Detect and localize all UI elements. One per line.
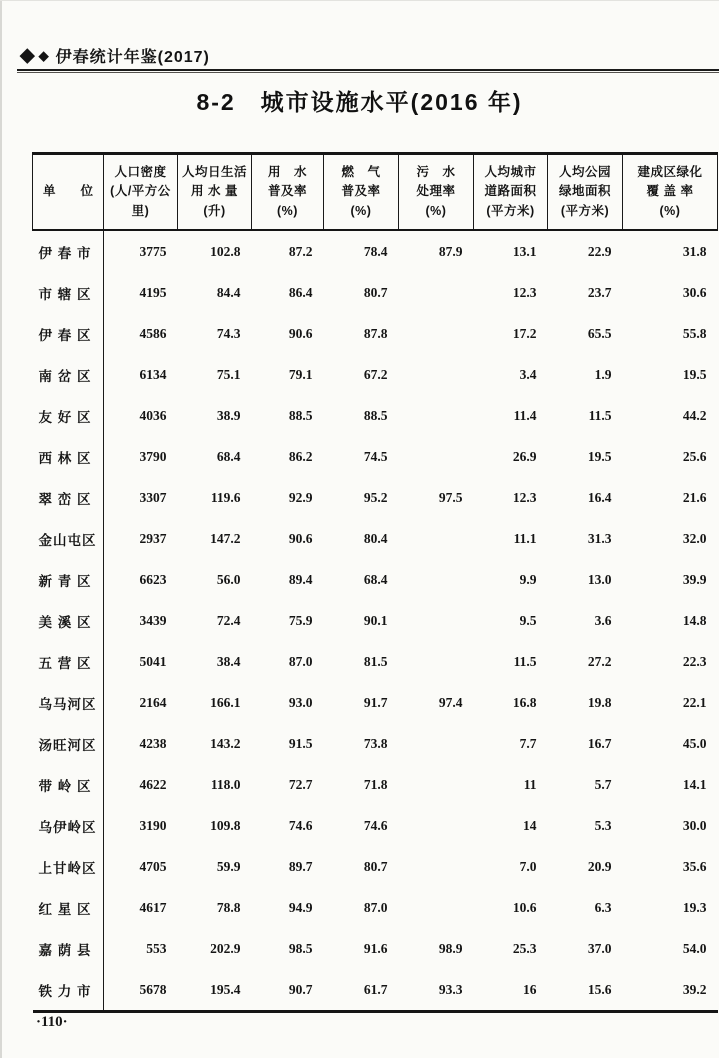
cell-value: 88.5	[288, 407, 313, 423]
column-header-line: 道路面积	[484, 184, 537, 199]
cell-value: 5678	[139, 981, 167, 997]
column-header-line: 人口密度	[114, 164, 167, 179]
cell-value: 2164	[139, 694, 167, 710]
cell-value: 4238	[139, 735, 167, 751]
yearbook-running-header	[20, 44, 210, 67]
cell-value: 25.6	[682, 448, 707, 464]
table-row	[33, 272, 718, 313]
column-header-sewage-treatment-rate	[399, 154, 474, 231]
cell-value: 89.7	[288, 858, 313, 874]
column-header-line: 里)	[131, 203, 150, 218]
cell-value: 91.6	[363, 940, 388, 956]
table-row	[33, 723, 718, 764]
table-row	[33, 518, 718, 559]
cell-value: 44.2	[682, 407, 707, 423]
cell-value: 38.9	[216, 407, 241, 423]
row-label: 南 岔 区	[33, 354, 104, 395]
column-header-line: 污 水	[416, 164, 456, 179]
column-header-line: 绿地面积	[558, 184, 611, 199]
cell-value: 91.7	[363, 694, 388, 710]
table-row	[33, 436, 718, 477]
cell-value: 6623	[139, 571, 167, 587]
cell-value: 55.8	[682, 325, 707, 341]
cell-value: 75.9	[288, 612, 313, 628]
cell-value: 22.3	[682, 653, 707, 669]
cell-value: 102.8	[210, 243, 241, 259]
table-row	[33, 477, 718, 518]
cell-value: 21.6	[682, 489, 707, 505]
cell-value: 90.7	[288, 981, 313, 997]
cell-value: 94.9	[288, 899, 313, 915]
cell-value: 9.9	[519, 571, 537, 587]
cell-value: 4036	[139, 407, 167, 423]
row-label: 汤旺河区	[33, 723, 104, 764]
cell-value: 87.8	[363, 325, 388, 341]
cell-value: 2937	[139, 530, 167, 546]
header-rule	[17, 69, 719, 73]
cell-value: 12.3	[512, 284, 537, 300]
cell-value: 92.9	[288, 489, 313, 505]
cell-value	[399, 395, 474, 436]
table-row	[33, 600, 718, 641]
column-header-line: 人均日生活	[181, 164, 247, 179]
cell-value: 97.4	[438, 694, 463, 710]
table-header-row	[33, 154, 718, 231]
cell-value: 87.0	[288, 653, 313, 669]
cell-value: 1.9	[594, 366, 612, 382]
column-header-per-capita-daily-water-use	[178, 154, 252, 231]
cell-value: 11	[523, 776, 537, 792]
column-header-line: (%)	[659, 203, 681, 218]
cell-value: 30.6	[682, 284, 707, 300]
table-row	[33, 969, 718, 1012]
cell-value: 3790	[139, 448, 167, 464]
cell-value: 25.3	[512, 940, 537, 956]
cell-value	[399, 641, 474, 682]
diamond-icon: ◆	[20, 45, 36, 66]
cell-value	[399, 887, 474, 928]
cell-value: 12.3	[512, 489, 537, 505]
cell-value: 14	[523, 817, 537, 833]
cell-value: 4195	[139, 284, 167, 300]
cell-value: 95.2	[363, 489, 388, 505]
cell-value: 39.2	[682, 981, 707, 997]
table-row	[33, 559, 718, 600]
column-header-line: (%)	[350, 203, 372, 218]
cell-value: 87.0	[363, 899, 388, 915]
cell-value: 31.3	[587, 530, 612, 546]
cell-value: 19.5	[587, 448, 612, 464]
cell-value: 11.1	[513, 530, 537, 546]
column-header-line: (%)	[277, 203, 298, 218]
cell-value: 4705	[139, 858, 167, 874]
cell-value: 31.8	[682, 243, 707, 259]
cell-value: 7.0	[519, 858, 537, 874]
cell-value: 80.7	[363, 858, 388, 874]
cell-value	[399, 354, 474, 395]
row-label: 嘉 荫 县	[33, 928, 104, 969]
table-row	[33, 928, 718, 969]
cell-value: 59.9	[216, 858, 241, 874]
cell-value: 195.4	[210, 981, 241, 997]
diamond-icon: ◆	[38, 48, 50, 63]
cell-value: 119.6	[210, 489, 241, 505]
cell-value: 14.1	[682, 776, 707, 792]
cell-value: 14.8	[682, 612, 707, 628]
city-facilities-table	[32, 152, 718, 1013]
cell-value: 17.2	[512, 325, 537, 341]
cell-value: 11.4	[513, 407, 537, 423]
cell-value: 5041	[139, 653, 167, 669]
column-header-line: 人均公园	[558, 164, 611, 179]
cell-value: 4586	[139, 325, 167, 341]
cell-value: 88.5	[363, 407, 388, 423]
cell-value: 38.4	[216, 653, 241, 669]
cell-value: 87.9	[438, 243, 463, 259]
row-label: 带 岭 区	[33, 764, 104, 805]
table-row	[33, 805, 718, 846]
column-header-line: 覆 盖 率	[646, 184, 694, 199]
column-header-per-capita-urban-road-area	[474, 154, 548, 231]
table-row	[33, 887, 718, 928]
cell-value: 75.1	[216, 366, 241, 382]
cell-value: 13.1	[512, 243, 537, 259]
row-label: 五 营 区	[33, 641, 104, 682]
column-header-water-supply-coverage	[252, 154, 324, 231]
row-label: 上甘岭区	[33, 846, 104, 887]
cell-value: 90.6	[288, 530, 313, 546]
table-row	[33, 354, 718, 395]
row-label: 翠 峦 区	[33, 477, 104, 518]
column-header-line: 普及率	[267, 184, 307, 199]
table-body	[33, 230, 718, 1012]
yearbook-title-text: 伊春统计年鉴(2017)	[55, 49, 210, 66]
cell-value: 90.6	[288, 325, 313, 341]
cell-value: 7.7	[519, 735, 537, 751]
cell-value: 98.5	[288, 940, 313, 956]
cell-value: 84.4	[216, 284, 241, 300]
cell-value	[399, 436, 474, 477]
cell-value: 56.0	[216, 571, 241, 587]
cell-value: 10.6	[512, 899, 537, 915]
cell-value	[399, 764, 474, 805]
cell-value	[399, 846, 474, 887]
row-label: 友 好 区	[33, 395, 104, 436]
cell-value: 86.2	[288, 448, 313, 464]
table-row	[33, 641, 718, 682]
cell-value: 9.5	[519, 612, 537, 628]
row-label: 新 青 区	[33, 559, 104, 600]
cell-value: 74.6	[288, 817, 313, 833]
cell-value: 3.6	[594, 612, 612, 628]
cell-value: 72.4	[216, 612, 241, 628]
page-title: 8-2 城市设施水平(2016 年)	[196, 89, 523, 115]
cell-value: 78.4	[363, 243, 388, 259]
cell-value: 61.7	[363, 981, 388, 997]
column-header-built-up-greening-coverage	[623, 154, 718, 231]
row-label: 伊 春 区	[33, 313, 104, 354]
cell-value: 26.9	[512, 448, 537, 464]
row-label: 市 辖 区	[33, 272, 104, 313]
row-label: 西 林 区	[33, 436, 104, 477]
cell-value: 4617	[139, 899, 167, 915]
cell-value: 22.9	[587, 243, 612, 259]
cell-value: 68.4	[363, 571, 388, 587]
page-number: ·110·	[36, 1014, 68, 1030]
cell-value	[399, 805, 474, 846]
cell-value: 71.8	[363, 776, 388, 792]
cell-value: 32.0	[682, 530, 707, 546]
cell-value: 3775	[139, 243, 167, 259]
column-header-line: 燃 气	[341, 164, 381, 179]
cell-value	[399, 272, 474, 313]
cell-value: 98.9	[438, 940, 463, 956]
cell-value: 143.2	[210, 735, 241, 751]
cell-value: 93.3	[438, 981, 463, 997]
cell-value: 118.0	[210, 776, 241, 792]
column-header-per-capita-park-green-area	[548, 154, 623, 231]
cell-value: 16.8	[512, 694, 537, 710]
cell-value: 65.5	[587, 325, 612, 341]
column-header-line: 处理率	[416, 184, 456, 199]
cell-value	[399, 559, 474, 600]
cell-value: 5.7	[594, 776, 612, 792]
column-header-line: (平方米)	[486, 203, 535, 218]
cell-value: 6134	[139, 366, 167, 382]
cell-value: 19.3	[682, 899, 707, 915]
row-label: 美 溪 区	[33, 600, 104, 641]
cell-value: 20.9	[587, 858, 612, 874]
column-header-line: 用 水	[267, 164, 307, 179]
cell-value: 553	[146, 940, 167, 956]
cell-value: 3307	[139, 489, 167, 505]
cell-value: 22.1	[682, 694, 707, 710]
cell-value: 91.5	[288, 735, 313, 751]
cell-value: 166.1	[210, 694, 241, 710]
cell-value: 73.8	[363, 735, 388, 751]
cell-value: 86.4	[288, 284, 313, 300]
row-label: 乌马河区	[33, 682, 104, 723]
cell-value: 93.0	[288, 694, 313, 710]
scan-edge	[0, 0, 719, 1]
table-row	[33, 682, 718, 723]
row-label: 铁 力 市	[33, 969, 104, 1012]
cell-value: 72.7	[288, 776, 313, 792]
table-row	[33, 764, 718, 805]
cell-value: 79.1	[288, 366, 313, 382]
cell-value: 89.4	[288, 571, 313, 587]
table-row	[33, 846, 718, 887]
cell-value: 35.6	[682, 858, 707, 874]
cell-value: 27.2	[587, 653, 612, 669]
column-header-line: 单 位	[42, 184, 93, 199]
cell-value: 54.0	[682, 940, 707, 956]
cell-value: 90.1	[363, 612, 388, 628]
cell-value: 11.5	[513, 653, 537, 669]
row-label: 乌伊岭区	[33, 805, 104, 846]
column-header-line: 用 水 量	[191, 184, 238, 199]
cell-value: 109.8	[210, 817, 241, 833]
cell-value: 97.5	[438, 489, 463, 505]
cell-value: 78.8	[216, 899, 241, 915]
cell-value	[399, 723, 474, 764]
column-header-line: (人/平方公	[110, 184, 171, 199]
cell-value: 87.2	[288, 243, 313, 259]
cell-value: 74.6	[363, 817, 388, 833]
cell-value: 16.4	[587, 489, 612, 505]
cell-value: 16.7	[587, 735, 612, 751]
table-row	[33, 395, 718, 436]
cell-value: 11.5	[588, 407, 612, 423]
cell-value: 147.2	[210, 530, 241, 546]
cell-value: 80.7	[363, 284, 388, 300]
cell-value: 13.0	[587, 571, 612, 587]
cell-value: 3439	[139, 612, 167, 628]
cell-value: 23.7	[587, 284, 612, 300]
cell-value: 37.0	[587, 940, 612, 956]
cell-value: 6.3	[594, 899, 612, 915]
table-row	[33, 230, 718, 272]
cell-value: 16	[523, 981, 537, 997]
column-header-gas-coverage	[324, 154, 399, 231]
cell-value: 67.2	[363, 366, 388, 382]
cell-value: 5.3	[594, 817, 612, 833]
cell-value: 19.8	[587, 694, 612, 710]
row-label: 红 星 区	[33, 887, 104, 928]
table-row	[33, 313, 718, 354]
cell-value	[399, 518, 474, 559]
cell-value: 68.4	[216, 448, 241, 464]
cell-value: 3.4	[519, 366, 537, 382]
column-header-line: (平方米)	[560, 203, 610, 218]
column-header-line: 人均城市	[484, 164, 537, 179]
cell-value	[399, 313, 474, 354]
cell-value: 39.9	[682, 571, 707, 587]
cell-value: 80.4	[363, 530, 388, 546]
cell-value: 81.5	[363, 653, 388, 669]
cell-value: 30.0	[682, 817, 707, 833]
column-header-line: 建成区绿化	[637, 164, 703, 179]
column-header-line: (%)	[425, 203, 447, 218]
cell-value: 3190	[139, 817, 167, 833]
column-header-line: 普及率	[341, 184, 381, 199]
cell-value	[399, 600, 474, 641]
scan-edge	[0, 0, 2, 1058]
cell-value: 74.5	[363, 448, 388, 464]
cell-value: 15.6	[587, 981, 612, 997]
cell-value: 19.5	[682, 366, 707, 382]
row-label: 金山屯区	[33, 518, 104, 559]
cell-value: 74.3	[216, 325, 241, 341]
column-header-unit	[33, 154, 104, 231]
cell-value: 4622	[139, 776, 167, 792]
column-header-line: (升)	[203, 203, 226, 218]
cell-value: 45.0	[682, 735, 707, 751]
column-header-population-density	[104, 154, 178, 231]
row-label: 伊 春 市	[33, 230, 104, 272]
cell-value: 202.9	[210, 940, 241, 956]
